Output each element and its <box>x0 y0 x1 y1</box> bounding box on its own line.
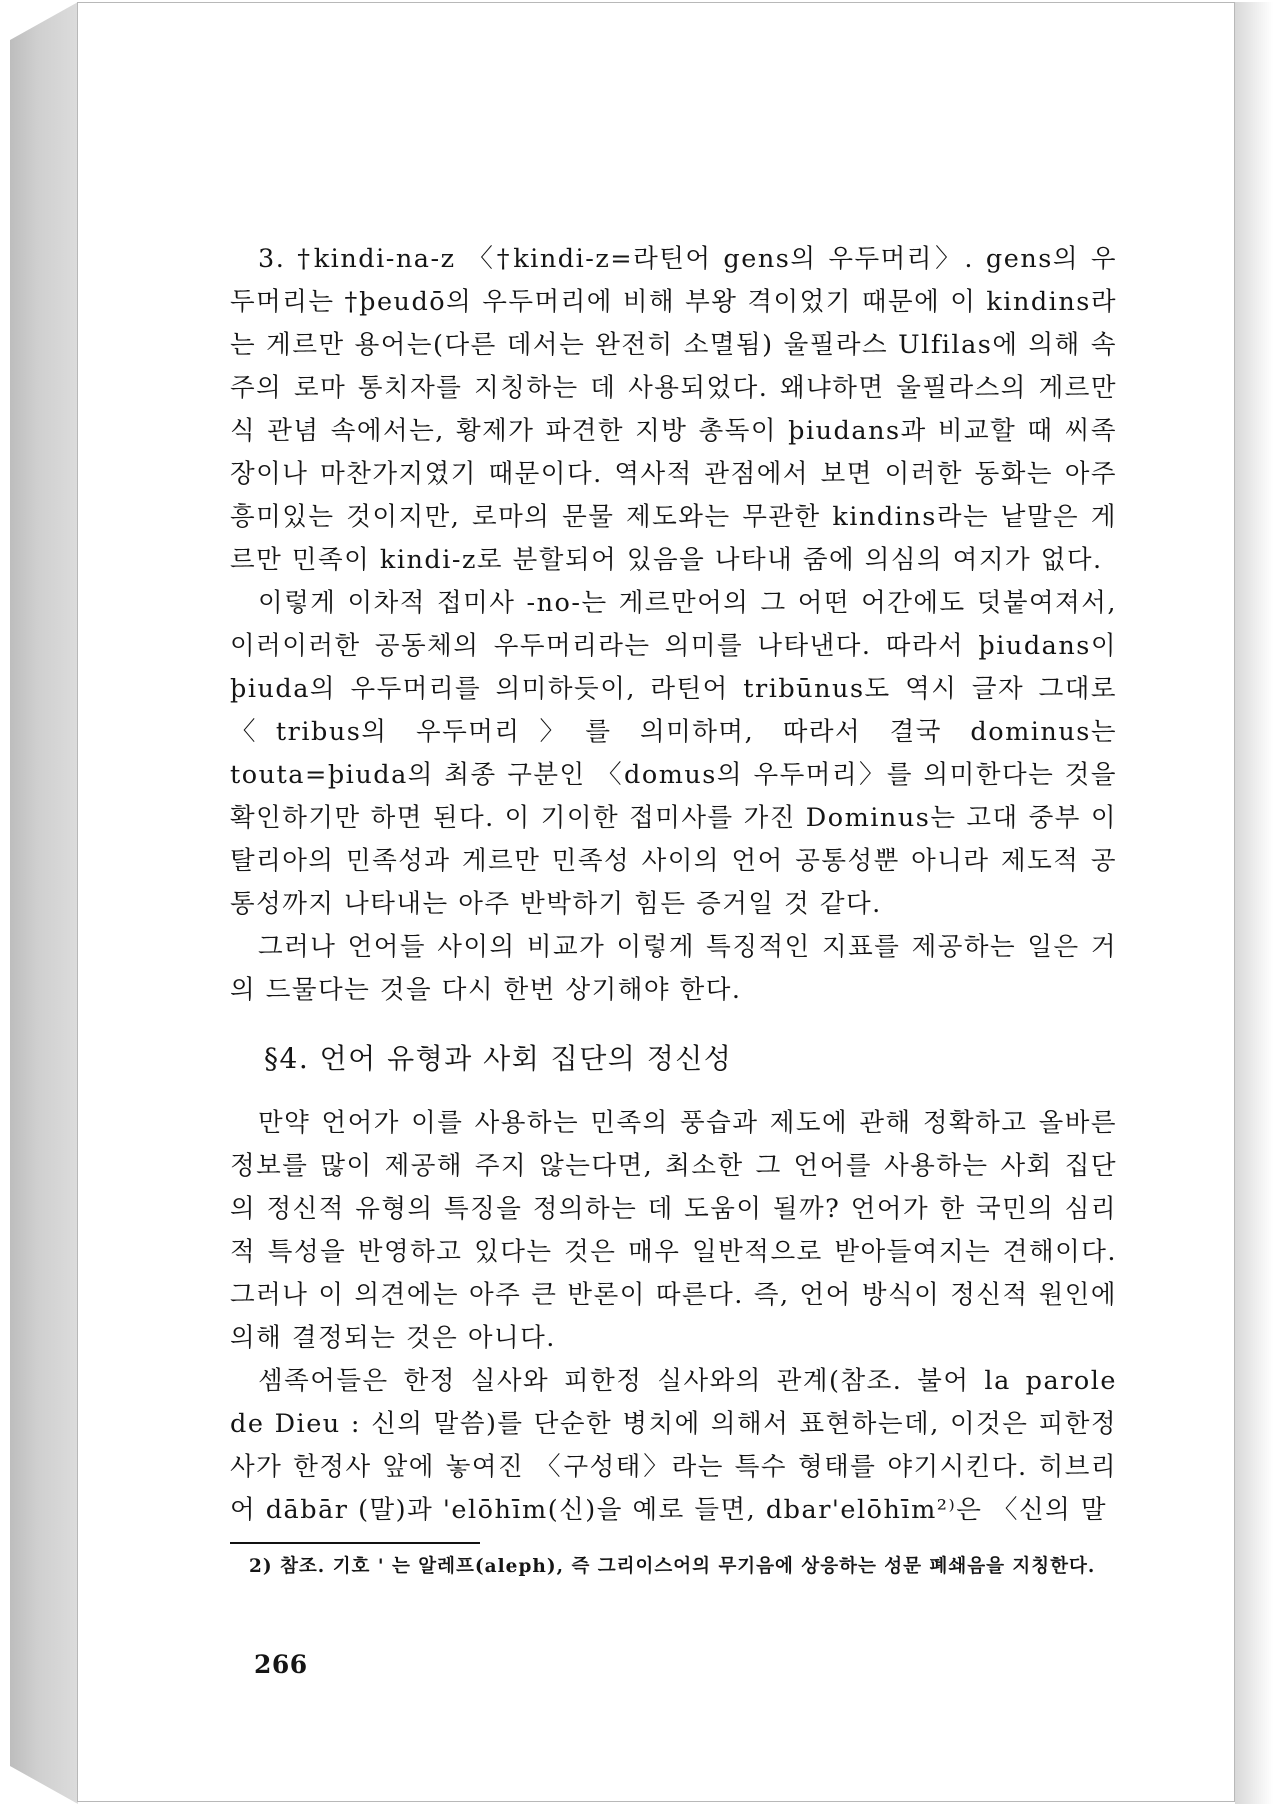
page-number: 266 <box>254 1650 308 1679</box>
paragraph-comparison: 그러나 언어들 사이의 비교가 이렇게 특징적인 지표를 제공하는 일은 거의 드물다는 것을 다시 한번 상기해야 한다. <box>230 932 1117 1005</box>
page-edge-shadow <box>1235 2 1273 1804</box>
paragraph-kindinaz: 3. †kindi-na-z 〈†kindi-z=라틴어 gens의 우두머리〉. gens의 우두머리는 †þeudō의 우두머리에 비해 부왕 격이었기 때문에 이 kindins라는 게르만 용어는(다른 데서는 완전히 소멸됨) 울필라스 Ulfilas에 의해 속주의 로마 통치자를 지칭하는 데 사용되었다. 왜냐하면 울필라스의 게르만식 관념 속에서는, 황제가 파견한 지방 총독이 þiudans과 비교할 때 씨족장이나 마찬가지였기 때문이다. 역사적 관점에서 보면 이러한 동화는 아주 흥미있는 것이지만, 로마의 문물 제도와는 무관한 kindins라는 낱말은 게르만 민족이 kindi-z로 분할되어 있음을 나타내 줌에 의심의 여지가 없다. <box>230 244 1117 575</box>
footnote: 2) 참조. 기호 ' 는 알레프(aleph), 즉 그리이스어의 무기음에 상응하는 성문 폐쇄음을 지칭한다. <box>249 1556 1096 1577</box>
paragraph-language-type: 만약 언어가 이를 사용하는 민족의 풍습과 제도에 관해 정확하고 올바른 정보를 많이 제공해 주지 않는다면, 최소한 그 언어를 사용하는 사회 집단의 정신적 유형의 특징을 정의하는 데 도움이 될까? 언어가 한 국민의 심리적 특성을 반영하고 있다는 것은 매우 일반적으로 받아들여지는 견해이다. 그러나 이 의견에는 아주 큰 반론이 따른다. 즉, 언어 방식이 정신적 원인에 의해 결정되는 것은 아니다. <box>230 1108 1117 1353</box>
paragraph-suffix-no: 이렇게 이차적 접미사 -no-는 게르만어의 그 어떤 어간에도 덧붙여져서, 이러이러한 공동체의 우두머리라는 의미를 나타낸다. 따라서 þiudans이 þiuda의 우두머리를 의미하듯이, 라틴어 tribūnus도 역시 글자 그대로 〈tribus의 우두머리〉를 의미하며, 따라서 결국 dominus는 touta=þiuda의 최종 구분인 〈domus의 우두머리〉를 의미한다는 것을 확인하기만 하면 된다. 이 기이한 접미사를 가진 Dominus는 고대 중부 이탈리아의 민족성과 게르만 민족성 사이의 언어 공통성뿐 아니라 제도적 공통성까지 나타내는 아주 반박하기 힘든 증거일 것 같다. <box>230 588 1117 919</box>
page-content <box>230 238 1117 1581</box>
footnote-rule <box>230 1542 480 1544</box>
book-spine <box>10 2 78 1804</box>
section-heading: §4. 언어 유형과 사회 집단의 정신성 <box>264 1042 733 1075</box>
paragraph-semitic: 셈족어들은 한정 실사와 피한정 실사와의 관계(참조. 불어 la parole de Dieu : 신의 말씀)를 단순한 병치에 의해서 표현하는데, 이것은 피한정사가 한정사 앞에 놓여진 〈구성태〉라는 특수 형태를 야기시킨다. 히브리어 dābār (말)과 'elōhīm(신)을 예로 들면, dbar'elōhīm²⁾은 〈신의 말 <box>230 1366 1117 1525</box>
